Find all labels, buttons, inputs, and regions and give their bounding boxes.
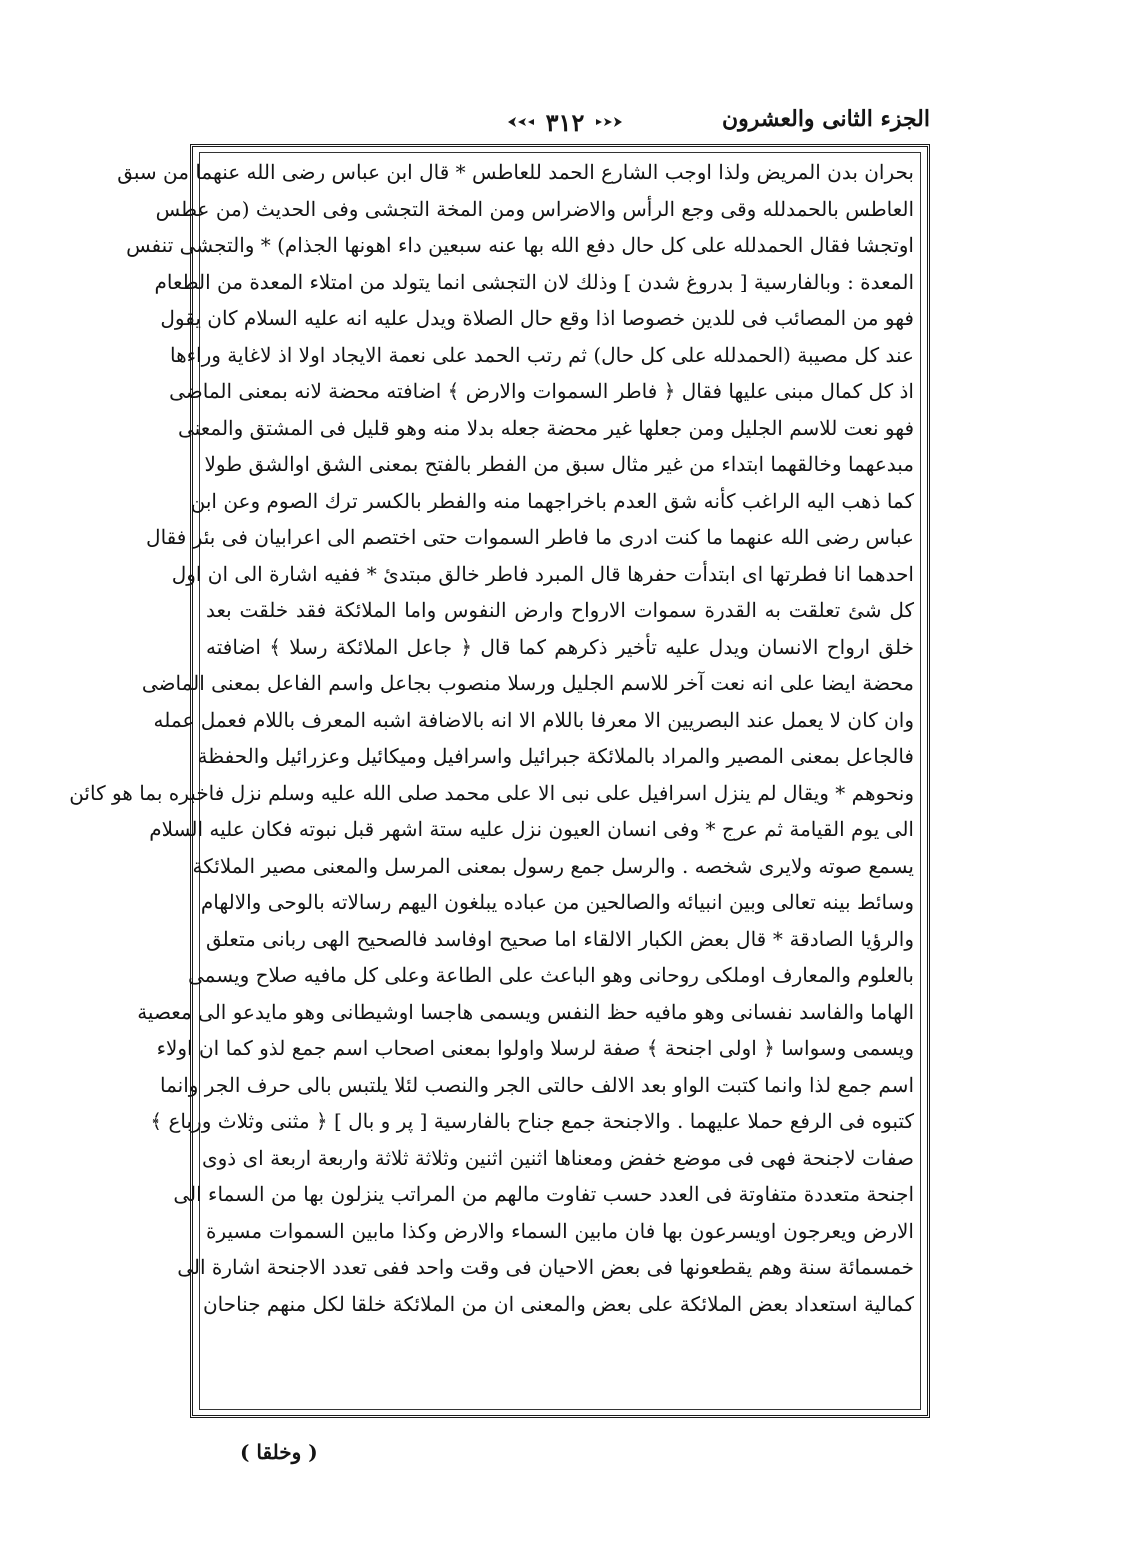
page-header xyxy=(190,104,930,144)
right-ornament-icon xyxy=(594,115,624,129)
text-line: مبدعهما وخالقهما ابتداء من غير مثال سبق من الفطر بالفتح بمعنى الشق اوالشق طولا xyxy=(204,452,914,476)
text-line: الى يوم القيامة ثم عرج * وفى انسان العيون نزل عليه ستة اشهر قبل نبوته فكان عليه السلام xyxy=(149,817,914,841)
text-line: الارض ويعرجون اويسرعون بها فان مابين السماء والارض وكذا مابين السموات مسيرة xyxy=(206,1218,914,1243)
text-line: محضة ايضا على انه نعت آخر للاسم الجليل ورسلا منصوب بجاعل واسم الفاعل بمعنى الماضى xyxy=(141,671,914,695)
text-line: المعدة : وبالفارسية [ بدروغ شدن ] وذلك لان التجشى انما يتولد من امتلاء المعدة من الطعام xyxy=(154,269,914,294)
running-title: الجزء الثانى والعشرون xyxy=(721,106,930,132)
catchword: ( وخلقا ) xyxy=(240,1440,318,1464)
text-line: اسم جمع لذا وانما كتبت الواو بعد الالف حالتى الجر والنصب لئلا يلتبس بالى حرف الجر وانما xyxy=(160,1072,914,1097)
text-line: العاطس بالحمدلله وقى وجع الرأس والاضراس ومن المخة التجشى وفى الحديث (من عطس xyxy=(155,196,914,221)
text-line: بالعلوم والمعارف اوملكى روحانى وهو الباعث على الطاعة وعلى كل مافيه صلاح ويسمى xyxy=(187,963,914,987)
text-line: كمالية استعداد بعض الملائكة على بعض والمعنى ان من الملائكة خلقا لكل منهم جناحان xyxy=(202,1291,914,1316)
text-line: اوتجشا فقال الحمدلله على كل حال دفع الله بها عنه سبعين داء اهونها الجذام) * والتجشى تنفس xyxy=(126,233,914,257)
text-line: ويسمى وسواسا ﴿ اولى اجنحة ﴾ صفة لرسلا واولوا بمعنى اصحاب اسم جمع لذو كما ان اولاء xyxy=(156,1036,914,1060)
text-line: كما ذهب اليه الراغب كأنه شق العدم باخراجهما منه والفطر بالكسر ترك الصوم وعن ابن xyxy=(190,488,914,513)
text-line: خلق ارواح الانسان ويدل عليه تأخير ذكرهم كما قال ﴿ جاعل الملائكة رسلا ﴾ اضافته xyxy=(206,634,914,659)
text-line: عباس رضى الله عنهما ما كنت ادرى ما فاطر السموات حتى اختصم الى اعرابيان فى بئر فقال xyxy=(146,525,914,549)
page-number: ٣١٢ xyxy=(545,107,585,137)
page-number-block xyxy=(500,104,630,140)
text-line: صفات لاجنحة فهى فى موضع خفض ومعناها اثنين اثنين وثلاثة ثلاثة واربعة اربعة اى ذوى xyxy=(201,1145,914,1170)
text-line: فالجاعل بمعنى المصير والمراد بالملائكة جبرائيل واسرافيل وميكائيل وعزرائيل والحفظة xyxy=(197,744,914,768)
left-ornament-icon xyxy=(506,115,536,129)
text-line: والرؤيا الصادقة * قال بعض الكبار الالقاء اما صحيح اوفاسد فالصحيح الهى ربانى متعلق xyxy=(206,926,914,951)
text-line: فهو من المصائب فى للدين خصوصا اذا وقع حال الصلاة ويدل عليه انه عليه السلام كان يقول xyxy=(160,306,914,330)
text-line: فهو نعت للاسم الجليل ومن جعلها غير محضة جعله بدلا منه وهو قليل فى المشتق والمعنى xyxy=(178,415,914,440)
text-line: ونحوهم * ويقال لم ينزل اسرافيل على نبى الا على محمد صلى الله عليه وسلم نزل فاخبره بما هو كائن xyxy=(69,780,914,805)
text-line: الهاما والفاسد نفسانى وهو مافيه حظ النفس ويسمى هاجسا اوشيطانى وهو مايدعو الى معصية xyxy=(137,999,914,1024)
text-line: وان كان لا يعمل عند البصريين الا معرفا باللام الا انه بالاضافة اشبه المعرف باللام فعمل عمله xyxy=(153,707,914,732)
text-line: بحران بدن المريض ولذا اوجب الشارع الحمد للعاطس * قال ابن عباس رضى الله عنهما من سبق xyxy=(117,160,914,184)
text-line: كتبوه فى الرفع حملا عليهما . والاجنحة جمع جناح بالفارسية [ پر و بال ] ﴿ مثنى وثلاث ورباع ﴾ xyxy=(150,1109,914,1133)
text-line: يسمع صوته ولايرى شخصه . والرسل جمع رسول بمعنى المرسل والمعنى مصير الملائكة xyxy=(192,853,914,878)
text-line: احدهما انا فطرتها اى ابتدأت حفرها قال المبرد فاطر خالق مبتدئ * ففيه اشارة الى ان اول xyxy=(171,561,914,586)
text-line: كل شئ تعلقت به القدرة سموات الارواح وارض النفوس واما الملائكة فقد خلقت بعد xyxy=(206,598,914,622)
text-line: خمسمائة سنة وهم يقطعونها فى بعض الاحيان فى وقت واحد ففى تعدد الاجنحة اشارة الى xyxy=(177,1255,914,1279)
text-line: اجنحة متعددة متفاوتة فى العدد حسب تفاوت مالهم من المراتب ينزلون بها من السماء الى xyxy=(173,1182,914,1206)
text-line: اذ كل كمال مبنى عليها فقال ﴿ فاطر السموات والارض ﴾ اضافته محضة لانه بمعنى الماضى xyxy=(169,379,914,403)
text-line: وسائط بينه تعالى وبين انبيائه والصالحين من عباده يبلغون اليهم رسالاته بالوحى والالهام xyxy=(200,890,914,914)
text-line: عند كل مصيبة (الحمدلله على كل حال) ثم رتب الحمد على نعمة الايجاد اولا اذ لاغاية وراءها xyxy=(169,342,914,367)
body-text xyxy=(69,152,918,1410)
